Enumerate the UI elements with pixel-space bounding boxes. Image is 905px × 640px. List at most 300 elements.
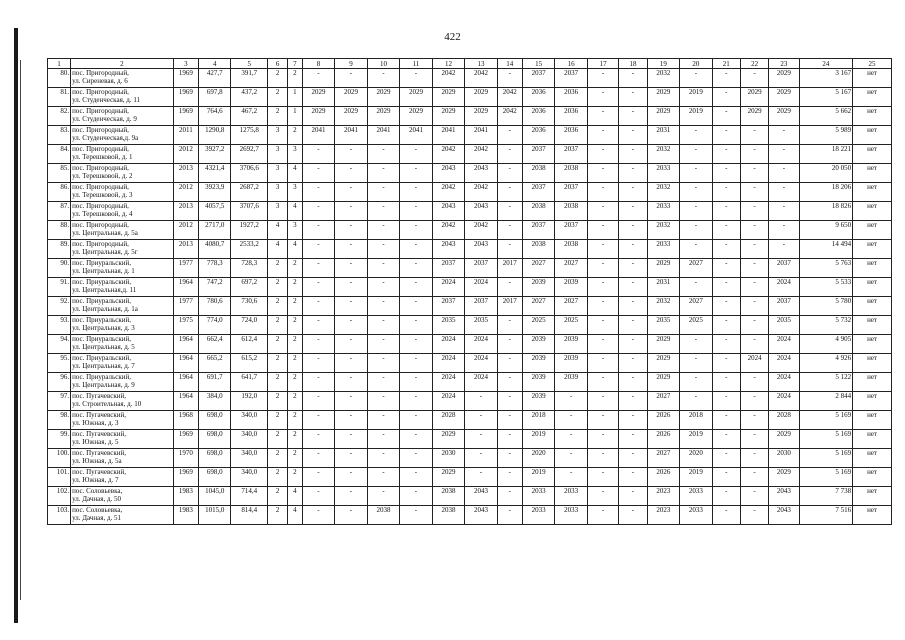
- cell-col-8: -: [302, 297, 335, 316]
- column-number-20: 20: [680, 59, 713, 69]
- cell-col-9: -: [335, 335, 368, 354]
- cell-col-18: -: [619, 449, 647, 468]
- cell-col-3: 1977: [173, 259, 198, 278]
- cell-col-15: 2036: [522, 126, 555, 145]
- cell-col-4: 662,4: [198, 335, 231, 354]
- cell-col-11: -: [400, 430, 433, 449]
- table-row: [48, 449, 892, 468]
- cell-col-3: 1983: [173, 506, 198, 525]
- cell-col-11: -: [400, 164, 433, 183]
- cell-col-21: -: [712, 411, 740, 430]
- cell-col-7: 2: [288, 449, 303, 468]
- cell-col-10: -: [367, 468, 400, 487]
- cell-col-21: -: [712, 164, 740, 183]
- row-number: 97.: [48, 392, 71, 411]
- cell-col-12: 2029: [432, 88, 465, 107]
- cell-col-8: -: [302, 145, 335, 164]
- cell-col-5: 192,0: [231, 392, 268, 411]
- cell-col-15: 2037: [522, 69, 555, 88]
- cell-col-4: 780,6: [198, 297, 231, 316]
- cell-col-18: -: [619, 316, 647, 335]
- cell-col-14: -: [497, 506, 522, 525]
- address-settlement: пос. Соловьевка,: [72, 506, 123, 514]
- cell-col-14: -: [497, 126, 522, 145]
- cell-col-21: -: [712, 335, 740, 354]
- cell-col-18: -: [619, 259, 647, 278]
- cell-col-11: -: [400, 221, 433, 240]
- cell-col-18: -: [619, 373, 647, 392]
- cell-col-13: 2043: [465, 240, 498, 259]
- cell-col-10: -: [367, 411, 400, 430]
- cell-col-19: 2029: [647, 88, 680, 107]
- cell-col-23: -: [769, 164, 799, 183]
- cell-col-18: -: [619, 240, 647, 259]
- cell-col-11: 2041: [400, 126, 433, 145]
- cell-col-6: 2: [268, 506, 288, 525]
- cell-col-5: 437,2: [231, 88, 268, 107]
- cell-col-3: 1969: [173, 69, 198, 88]
- cell-col-5: 391,7: [231, 69, 268, 88]
- cell-col-13: 2024: [465, 354, 498, 373]
- table-row: [48, 107, 892, 126]
- cell-col-18: -: [619, 164, 647, 183]
- cell-col-25: нет: [853, 88, 892, 107]
- cell-col-5: 1275,8: [231, 126, 268, 145]
- cell-col-13: -: [465, 449, 498, 468]
- cell-col-20: -: [680, 126, 713, 145]
- address-settlement: пос. Пригородный,: [72, 145, 129, 153]
- address-street: ул. Строительная, д. 10: [72, 400, 142, 408]
- cell-col-19: 2032: [647, 297, 680, 316]
- cell-col-20: 2033: [680, 487, 713, 506]
- cell-col-13: 2043: [465, 506, 498, 525]
- cell-col-21: -: [712, 373, 740, 392]
- cell-col-19: 2027: [647, 449, 680, 468]
- address-street: ул. Центральная, д. 1: [72, 267, 135, 275]
- cell-col-16: 2039: [555, 278, 588, 297]
- cell-col-7: 2: [288, 430, 303, 449]
- cell-col-13: 2042: [465, 145, 498, 164]
- address-street: ул. Центральная, д. 3: [72, 324, 135, 332]
- address-cell: [71, 202, 174, 221]
- address-cell: [71, 145, 174, 164]
- cell-col-7: 2: [288, 278, 303, 297]
- cell-col-16: 2033: [555, 506, 588, 525]
- cell-col-17: -: [587, 468, 618, 487]
- cell-col-6: 3: [268, 183, 288, 202]
- cell-col-4: 1290,8: [198, 126, 231, 145]
- cell-col-23: 2029: [769, 69, 799, 88]
- cell-col-7: 3: [288, 221, 303, 240]
- address-settlement: пос. Пригородный,: [72, 69, 129, 77]
- address-settlement: пос. Пригородный,: [72, 107, 129, 115]
- address-cell: [71, 107, 174, 126]
- cell-col-22: -: [740, 259, 768, 278]
- cell-col-9: -: [335, 373, 368, 392]
- cell-col-22: 2024: [740, 354, 768, 373]
- cell-col-9: -: [335, 164, 368, 183]
- cell-col-23: 2024: [769, 278, 799, 297]
- cell-col-10: -: [367, 487, 400, 506]
- cell-col-20: -: [680, 183, 713, 202]
- row-number: 80.: [48, 69, 71, 88]
- cell-col-19: 2033: [647, 202, 680, 221]
- cell-col-13: 2035: [465, 316, 498, 335]
- cell-col-9: -: [335, 487, 368, 506]
- address-cell: [71, 487, 174, 506]
- cell-col-14: 2042: [497, 88, 522, 107]
- row-number: 101.: [48, 468, 71, 487]
- cell-col-18: -: [619, 278, 647, 297]
- cell-col-12: 2024: [432, 373, 465, 392]
- cell-col-14: 2017: [497, 259, 522, 278]
- cell-col-22: 2029: [740, 107, 768, 126]
- column-number-4: 4: [198, 59, 231, 69]
- cell-col-17: -: [587, 316, 618, 335]
- cell-col-23: 2029: [769, 468, 799, 487]
- cell-col-16: 2036: [555, 126, 588, 145]
- cell-col-7: 2: [288, 392, 303, 411]
- cell-col-24: 5 122: [799, 373, 852, 392]
- address-street: ул. Центральная, д. 5а: [72, 229, 138, 237]
- cell-col-8: -: [302, 430, 335, 449]
- cell-col-7: 2: [288, 335, 303, 354]
- cell-col-13: 2041: [465, 126, 498, 145]
- cell-col-25: нет: [853, 126, 892, 145]
- table-row: [48, 430, 892, 449]
- address-cell: [71, 221, 174, 240]
- cell-col-13: -: [465, 411, 498, 430]
- column-number-13: 13: [465, 59, 498, 69]
- address-settlement: пос. Пригородный,: [72, 126, 129, 134]
- cell-col-8: 2029: [302, 107, 335, 126]
- cell-col-17: -: [587, 221, 618, 240]
- cell-col-24: 9 650: [799, 221, 852, 240]
- cell-col-6: 2: [268, 411, 288, 430]
- cell-col-11: -: [400, 202, 433, 221]
- cell-col-11: -: [400, 335, 433, 354]
- cell-col-24: 5 780: [799, 297, 852, 316]
- cell-col-22: -: [740, 221, 768, 240]
- cell-col-16: -: [555, 468, 588, 487]
- address-street: ул. Студенческая,д. 9а: [72, 134, 139, 142]
- table-row: [48, 240, 892, 259]
- column-number-10: 10: [367, 59, 400, 69]
- cell-col-18: -: [619, 126, 647, 145]
- cell-col-20: 2020: [680, 449, 713, 468]
- cell-col-22: -: [740, 487, 768, 506]
- cell-col-11: -: [400, 316, 433, 335]
- cell-col-11: -: [400, 411, 433, 430]
- address-settlement: пос. Приуральский,: [72, 259, 131, 267]
- cell-col-10: -: [367, 449, 400, 468]
- cell-col-15: 2033: [522, 506, 555, 525]
- row-number: 102.: [48, 487, 71, 506]
- cell-col-5: 814,4: [231, 506, 268, 525]
- cell-col-12: 2042: [432, 221, 465, 240]
- cell-col-25: нет: [853, 240, 892, 259]
- cell-col-20: 2025: [680, 316, 713, 335]
- cell-col-16: -: [555, 430, 588, 449]
- cell-col-7: 4: [288, 240, 303, 259]
- cell-col-16: 2027: [555, 297, 588, 316]
- address-street: ул. Терешковой, д. 2: [72, 172, 133, 180]
- cell-col-11: -: [400, 259, 433, 278]
- address-cell: [71, 506, 174, 525]
- cell-col-4: 747,2: [198, 278, 231, 297]
- cell-col-15: 2020: [522, 449, 555, 468]
- table-row: [48, 202, 892, 221]
- cell-col-14: -: [497, 430, 522, 449]
- cell-col-5: 3707,6: [231, 202, 268, 221]
- cell-col-21: -: [712, 449, 740, 468]
- cell-col-17: -: [587, 145, 618, 164]
- cell-col-15: 2036: [522, 107, 555, 126]
- cell-col-14: -: [497, 373, 522, 392]
- cell-col-23: -: [769, 126, 799, 145]
- cell-col-13: 2042: [465, 69, 498, 88]
- cell-col-10: -: [367, 354, 400, 373]
- cell-col-9: -: [335, 183, 368, 202]
- cell-col-6: 4: [268, 221, 288, 240]
- cell-col-4: 764,6: [198, 107, 231, 126]
- cell-col-9: -: [335, 145, 368, 164]
- cell-col-15: 2037: [522, 221, 555, 240]
- cell-col-6: 4: [268, 240, 288, 259]
- cell-col-22: -: [740, 411, 768, 430]
- cell-col-24: 4 926: [799, 354, 852, 373]
- cell-col-17: -: [587, 487, 618, 506]
- row-number: 81.: [48, 88, 71, 107]
- cell-col-4: 3927,2: [198, 145, 231, 164]
- cell-col-7: 2: [288, 297, 303, 316]
- address-street: ул. Дачная, д. 50: [72, 495, 122, 503]
- table-row: [48, 221, 892, 240]
- cell-col-5: 2692,7: [231, 145, 268, 164]
- cell-col-3: 1969: [173, 107, 198, 126]
- cell-col-19: 2023: [647, 506, 680, 525]
- cell-col-24: 5 169: [799, 430, 852, 449]
- cell-col-19: 2032: [647, 221, 680, 240]
- address-cell: [71, 183, 174, 202]
- cell-col-8: -: [302, 373, 335, 392]
- cell-col-13: -: [465, 468, 498, 487]
- address-street: ул. Южная, д. 5: [72, 438, 119, 446]
- cell-col-19: 2029: [647, 259, 680, 278]
- cell-col-10: 2038: [367, 506, 400, 525]
- cell-col-25: нет: [853, 183, 892, 202]
- cell-col-6: 2: [268, 278, 288, 297]
- cell-col-3: 1969: [173, 430, 198, 449]
- cell-col-17: -: [587, 373, 618, 392]
- cell-col-10: -: [367, 335, 400, 354]
- cell-col-21: -: [712, 259, 740, 278]
- cell-col-10: -: [367, 202, 400, 221]
- cell-col-15: 2039: [522, 278, 555, 297]
- cell-col-10: -: [367, 373, 400, 392]
- cell-col-22: -: [740, 297, 768, 316]
- cell-col-24: 20 050: [799, 164, 852, 183]
- address-street: ул. Центральная, д. 1а: [72, 305, 138, 313]
- cell-col-3: 2012: [173, 221, 198, 240]
- cell-col-14: 2042: [497, 107, 522, 126]
- cell-col-25: нет: [853, 297, 892, 316]
- cell-col-16: 2038: [555, 202, 588, 221]
- cell-col-10: -: [367, 221, 400, 240]
- cell-col-25: нет: [853, 506, 892, 525]
- cell-col-5: 340,0: [231, 449, 268, 468]
- cell-col-22: 2029: [740, 88, 768, 107]
- cell-col-6: 2: [268, 316, 288, 335]
- table-row: [48, 392, 892, 411]
- address-cell: [71, 316, 174, 335]
- cell-col-20: 2019: [680, 468, 713, 487]
- cell-col-25: нет: [853, 316, 892, 335]
- column-number-8: 8: [302, 59, 335, 69]
- cell-col-22: -: [740, 126, 768, 145]
- cell-col-23: 2028: [769, 411, 799, 430]
- cell-col-20: 2019: [680, 88, 713, 107]
- cell-col-15: 2038: [522, 202, 555, 221]
- cell-col-12: 2042: [432, 183, 465, 202]
- cell-col-19: 2026: [647, 430, 680, 449]
- table-row: [48, 126, 892, 145]
- cell-col-25: нет: [853, 202, 892, 221]
- column-number-1: 1: [48, 59, 71, 69]
- cell-col-16: 2038: [555, 240, 588, 259]
- address-street: ул. Центральная, д. 9: [72, 381, 135, 389]
- cell-col-24: 18 206: [799, 183, 852, 202]
- cell-col-11: -: [400, 506, 433, 525]
- row-number: 93.: [48, 316, 71, 335]
- cell-col-17: -: [587, 202, 618, 221]
- cell-col-16: 2036: [555, 88, 588, 107]
- column-number-14: 14: [497, 59, 522, 69]
- table-row: [48, 145, 892, 164]
- row-number: 94.: [48, 335, 71, 354]
- cell-col-4: 698,0: [198, 411, 231, 430]
- cell-col-25: нет: [853, 354, 892, 373]
- cell-col-16: 2038: [555, 164, 588, 183]
- cell-col-10: -: [367, 164, 400, 183]
- cell-col-9: -: [335, 202, 368, 221]
- cell-col-23: 2029: [769, 107, 799, 126]
- cell-col-19: 2023: [647, 487, 680, 506]
- cell-col-15: 2039: [522, 392, 555, 411]
- cell-col-16: 2037: [555, 183, 588, 202]
- page-number: 422: [444, 31, 461, 43]
- cell-col-18: -: [619, 354, 647, 373]
- cell-col-12: 2037: [432, 259, 465, 278]
- address-street: ул. Южная, д. 5а: [72, 457, 122, 465]
- column-number-18: 18: [619, 59, 647, 69]
- cell-col-5: 467,2: [231, 107, 268, 126]
- cell-col-20: -: [680, 354, 713, 373]
- cell-col-19: 2029: [647, 373, 680, 392]
- cell-col-14: -: [497, 202, 522, 221]
- cell-col-17: -: [587, 335, 618, 354]
- table-row: [48, 373, 892, 392]
- column-number-9: 9: [335, 59, 368, 69]
- cell-col-4: 1045,0: [198, 487, 231, 506]
- cell-col-5: 3706,6: [231, 164, 268, 183]
- cell-col-6: 2: [268, 69, 288, 88]
- cell-col-21: -: [712, 88, 740, 107]
- cell-col-12: 2035: [432, 316, 465, 335]
- cell-col-21: -: [712, 145, 740, 164]
- column-number-16: 16: [555, 59, 588, 69]
- cell-col-11: -: [400, 449, 433, 468]
- cell-col-5: 612,4: [231, 335, 268, 354]
- cell-col-19: 2031: [647, 278, 680, 297]
- cell-col-25: нет: [853, 335, 892, 354]
- cell-col-6: 2: [268, 392, 288, 411]
- cell-col-21: -: [712, 468, 740, 487]
- cell-col-3: 1970: [173, 449, 198, 468]
- cell-col-14: -: [497, 69, 522, 88]
- cell-col-18: -: [619, 202, 647, 221]
- address-street: ул. Южная, д. 3: [72, 419, 119, 427]
- cell-col-9: -: [335, 506, 368, 525]
- table-row: [48, 468, 892, 487]
- cell-col-22: -: [740, 183, 768, 202]
- table-row: [48, 335, 892, 354]
- address-cell: [71, 411, 174, 430]
- cell-col-9: -: [335, 468, 368, 487]
- cell-col-4: 2717,0: [198, 221, 231, 240]
- cell-col-5: 2687,2: [231, 183, 268, 202]
- cell-col-24: 18 221: [799, 145, 852, 164]
- cell-col-7: 1: [288, 107, 303, 126]
- cell-col-14: -: [497, 487, 522, 506]
- cell-col-5: 697,2: [231, 278, 268, 297]
- address-settlement: пос. Пугачевский,: [72, 449, 126, 457]
- cell-col-20: -: [680, 392, 713, 411]
- cell-col-8: -: [302, 259, 335, 278]
- cell-col-20: -: [680, 164, 713, 183]
- cell-col-24: 5 732: [799, 316, 852, 335]
- address-cell: [71, 297, 174, 316]
- cell-col-17: -: [587, 240, 618, 259]
- cell-col-15: 2038: [522, 240, 555, 259]
- cell-col-25: нет: [853, 411, 892, 430]
- scan-edge-line: [20, 60, 21, 600]
- table-row: [48, 316, 892, 335]
- cell-col-8: -: [302, 468, 335, 487]
- cell-col-24: 7 738: [799, 487, 852, 506]
- column-number-2: 2: [71, 59, 174, 69]
- cell-col-23: 2030: [769, 449, 799, 468]
- cell-col-8: -: [302, 392, 335, 411]
- cell-col-19: 2029: [647, 354, 680, 373]
- address-cell: [71, 373, 174, 392]
- cell-col-3: 1968: [173, 411, 198, 430]
- cell-col-15: 2039: [522, 354, 555, 373]
- cell-col-11: -: [400, 373, 433, 392]
- cell-col-17: -: [587, 126, 618, 145]
- cell-col-13: 2024: [465, 373, 498, 392]
- cell-col-11: -: [400, 183, 433, 202]
- row-number: 83.: [48, 126, 71, 145]
- cell-col-9: -: [335, 449, 368, 468]
- cell-col-15: 2019: [522, 430, 555, 449]
- cell-col-5: 730,6: [231, 297, 268, 316]
- cell-col-3: 1969: [173, 468, 198, 487]
- cell-col-8: -: [302, 316, 335, 335]
- cell-col-19: 2031: [647, 126, 680, 145]
- cell-col-3: 2013: [173, 202, 198, 221]
- cell-col-6: 2: [268, 468, 288, 487]
